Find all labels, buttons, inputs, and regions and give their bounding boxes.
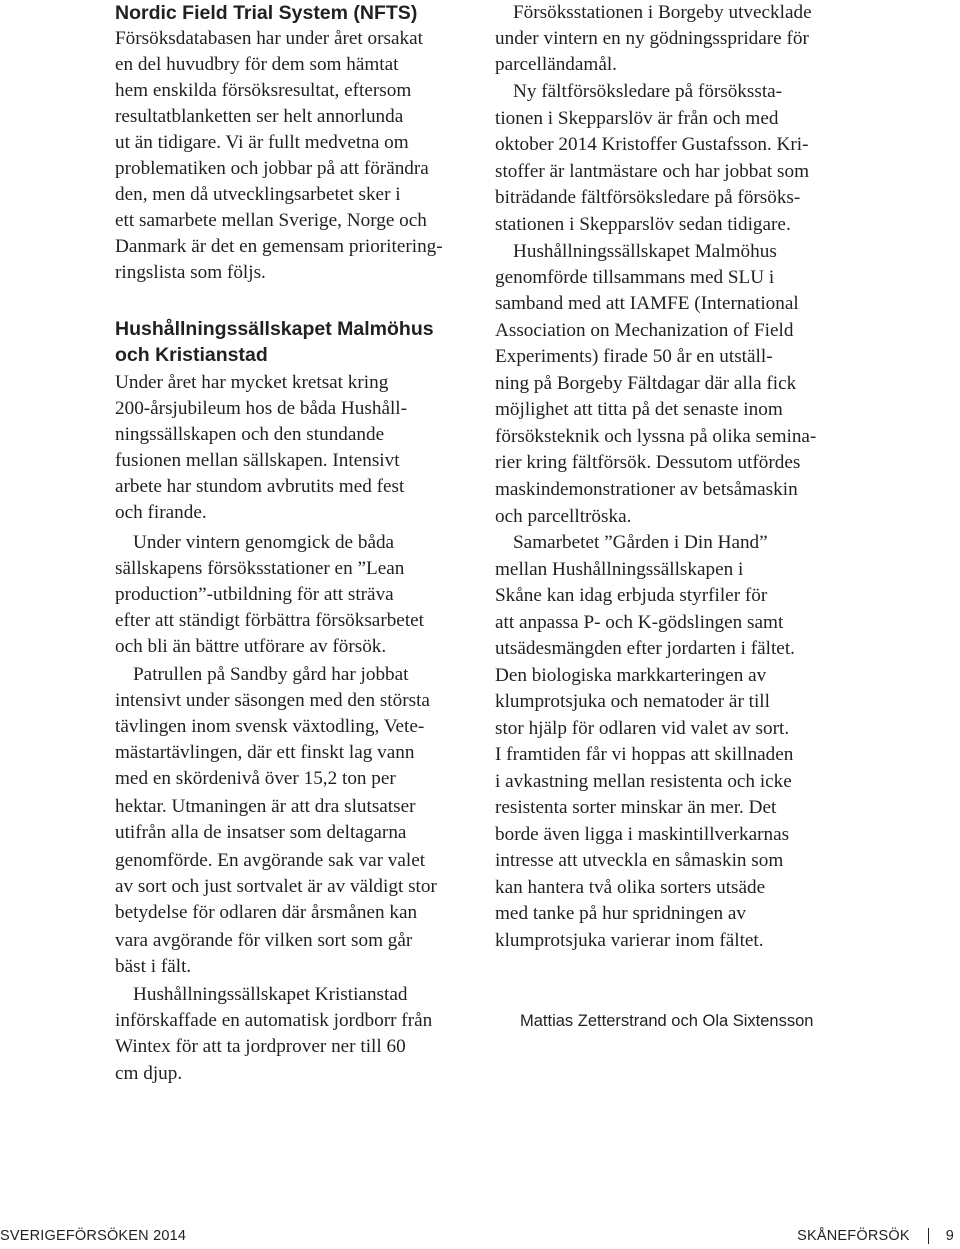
text-line: i avkastning mellan resistenta och icke <box>495 771 792 792</box>
text-line: och bli än bättre utförare av försök. <box>115 636 387 657</box>
text-line: maskindemonstrationer av betsåmaskin <box>495 479 798 500</box>
text-line: genomförde. En avgörande sak var valet <box>115 850 426 871</box>
text-line: parcelländamål. <box>495 54 617 75</box>
text-line: Under året har mycket kretsat kring <box>115 372 389 393</box>
text-line: fusionen mellan sällskapen. Intensivt <box>115 450 400 471</box>
page-number: 9 <box>945 1228 954 1244</box>
text-line: Danmark är det en gemensam prioritering- <box>115 236 443 257</box>
text-line: ett samarbete mellan Sverige, Norge och <box>115 210 427 231</box>
text-line: och parcelltröska. <box>495 506 632 527</box>
text-line: med en skördenivå över 15,2 ton per <box>115 768 396 789</box>
text-line: Den biologiska markkarteringen av <box>495 665 767 686</box>
text-line: Association on Mechanization of Field <box>495 320 794 341</box>
section-heading-malmohus: och Kristianstad <box>115 344 268 366</box>
text-line: stationen i Skepparslöv sedan tidigare. <box>495 214 791 235</box>
text-line: ningssällskapen och den stundande <box>115 424 385 445</box>
text-line: hem enskilda försöksresultat, eftersom <box>115 80 412 101</box>
section-heading-malmohus: Hushållningssällskapet Malmöhus <box>115 318 434 340</box>
text-line: Hushållningssällskapet Kristianstad <box>133 984 408 1005</box>
text-line: klumprotsjuka och nematoder är till <box>495 691 770 712</box>
text-line: production”-utbildning för att sträva <box>115 584 394 605</box>
text-line: klumprotsjuka varierar inom fältet. <box>495 930 764 951</box>
text-line: Hushållningssällskapet Malmöhus <box>513 241 777 262</box>
footer-right <box>797 1226 954 1246</box>
section-title-nfts: Nordic Field Trial System (NFTS) <box>115 2 418 24</box>
text-line: efter att ständigt förbättra försöksarbetet <box>115 610 425 631</box>
text-line: tävlingen inom svensk växtodling, Vete- <box>115 716 425 737</box>
text-line: resultatblanketten ser helt annorlunda <box>115 106 404 127</box>
text-line: försöksteknik och lyssna på olika semina- <box>495 426 817 447</box>
text-line: hektar. Utmaningen är att dra slutsatser <box>115 796 416 817</box>
text-line: oktober 2014 Kristoffer Gustafsson. Kri- <box>495 134 809 155</box>
text-line: Wintex för att ta jordprover ner till 60 <box>115 1036 406 1057</box>
text-line: att anpassa P- och K-gödslingen samt <box>495 612 784 633</box>
text-line: biträdande fältförsöksledare på försöks- <box>495 187 801 208</box>
text-line: Patrullen på Sandby gård har jobbat <box>133 664 409 685</box>
text-line: med tanke på hur spridningen av <box>495 903 746 924</box>
text-line: Försöksstationen i Borgeby utvecklade <box>513 2 812 23</box>
footer-divider <box>928 1228 929 1244</box>
text-line: cm djup. <box>115 1063 183 1084</box>
text-line: mellan Hushållningssällskapen i <box>495 559 744 580</box>
footer-section: SKÅNEFÖRSÖK <box>797 1228 910 1244</box>
text-line: utifrån alla de insatser som deltagarna <box>115 822 407 843</box>
text-line: ringslista som följs. <box>115 262 266 283</box>
text-line: bäst i fält. <box>115 956 192 977</box>
text-line: problematiken och jobbar på att förändra <box>115 158 429 179</box>
text-line: Samarbetet ”Gården i Din Hand” <box>513 532 768 553</box>
text-line: genomförde tillsammans med SLU i <box>495 267 775 288</box>
text-line: och firande. <box>115 502 207 523</box>
text-line: ut än tidigare. Vi är fullt medvetna om <box>115 132 409 153</box>
text-line: ning på Borgeby Fältdagar där alla fick <box>495 373 797 394</box>
text-line: betydelse för odlaren där årsmånen kan <box>115 902 418 923</box>
author-byline: Mattias Zetterstrand och Ola Sixtensson <box>520 1012 814 1030</box>
text-line: Ny fältförsöksledare på försöksstа- <box>513 81 783 102</box>
text-line: den, men då utvecklingsarbetet sker i <box>115 184 401 205</box>
text-line: Experiments) firade 50 år en utställ- <box>495 346 773 367</box>
text-line: sällskapens försöksstationer en ”Lean <box>115 558 405 579</box>
text-line: stor hjälp för odlaren vid valet av sort. <box>495 718 790 739</box>
text-line: intensivt under säsongen med den största <box>115 690 430 711</box>
text-line: arbete har stundom avbrutits med fest <box>115 476 405 497</box>
text-line: Försöksdatabasen har under året orsakat <box>115 28 423 49</box>
footer-publication: SVERIGEFÖRSÖKEN 2014 <box>0 1228 187 1244</box>
text-line: intresse att utveckla en såmaskin som <box>495 850 784 871</box>
text-line: möjlighet att titta på det senaste inom <box>495 399 783 420</box>
text-line: mästartävlingen, där ett finskt lag vann <box>115 742 415 763</box>
text-line: samband med att IAMFE (International <box>495 293 799 314</box>
text-line: I framtiden får vi hoppas att skillnaden <box>495 744 794 765</box>
text-line: resistenta sorter minskar än mer. Det <box>495 797 777 818</box>
text-line: tionen i Skepparslöv är från och med <box>495 108 779 129</box>
text-line: en del huvudbry för dem som hämtat <box>115 54 399 75</box>
text-line: införskaffade en automatisk jordborr från <box>115 1010 433 1031</box>
text-line: rier kring fältförsök. Dessutom utfördes <box>495 452 801 473</box>
text-line: vara avgörande för vilken sort som går <box>115 930 413 951</box>
text-line: under vintern en ny gödningsspridare för <box>495 28 809 49</box>
text-line: stoffer är lantmästare och har jobbat som <box>495 161 809 182</box>
text-line: Skåne kan idag erbjuda styrfiler för <box>495 585 768 606</box>
text-line: borde även ligga i maskintillverkarnas <box>495 824 790 845</box>
text-line: utsädesmängden efter jordarten i fältet. <box>495 638 795 659</box>
text-line: av sort och just sortvalet är av väldigt stor <box>115 876 437 897</box>
text-line: 200-årsjubileum hos de båda Hushåll- <box>115 398 408 419</box>
text-line: Under vintern genomgick de båda <box>133 532 395 553</box>
text-line: kan hantera två olika sorters utsäde <box>495 877 766 898</box>
